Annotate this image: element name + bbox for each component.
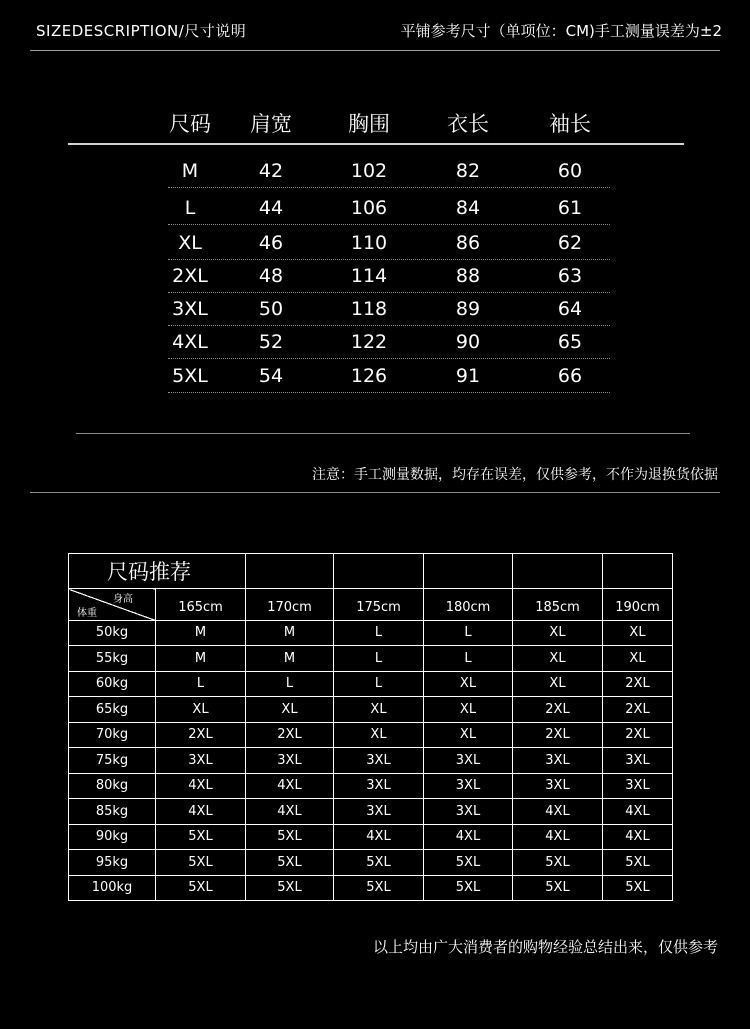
recommended-size-cell: 5XL xyxy=(156,824,246,850)
col-header-shoulder: 肩宽 xyxy=(250,112,292,136)
size-cell-size: 5XL xyxy=(172,365,208,387)
size-cell-shoulder: 46 xyxy=(258,232,284,254)
size-cell-sleeve: 66 xyxy=(557,365,583,387)
recommended-size-cell: 3XL xyxy=(156,748,246,774)
size-cell-size: 3XL xyxy=(172,298,208,320)
size-row xyxy=(0,292,750,326)
height-165: 165cm xyxy=(156,589,246,621)
recommended-size-cell: XL xyxy=(424,671,513,697)
size-table-top-rule xyxy=(68,143,684,145)
size-cell-length: 86 xyxy=(455,232,481,254)
recommended-size-cell: XL xyxy=(334,697,424,723)
size-cell-length: 88 xyxy=(455,265,481,287)
empty-cell xyxy=(424,554,513,589)
size-cell-size: M xyxy=(181,160,199,182)
recommended-size-cell: XL xyxy=(156,697,246,723)
recommend-row xyxy=(69,824,673,850)
size-cell-chest: 126 xyxy=(350,365,388,387)
col-header-size: 尺码 xyxy=(169,112,211,136)
footer-note: 以上均由广大消费者的购物经验总结出来，仅供参考 xyxy=(372,938,718,956)
size-cell-shoulder: 48 xyxy=(258,265,284,287)
recommended-size-cell: XL xyxy=(424,697,513,723)
size-cell-length: 89 xyxy=(455,298,481,320)
recommended-size-cell: 5XL xyxy=(246,875,334,901)
recommended-size-cell: M xyxy=(156,646,246,672)
size-row xyxy=(0,154,750,188)
note-divider xyxy=(30,492,720,493)
recommended-size-cell: L xyxy=(334,646,424,672)
size-row xyxy=(0,191,750,225)
size-cell-shoulder: 54 xyxy=(258,365,284,387)
recommended-size-cell: 5XL xyxy=(424,875,513,901)
size-cell-length: 84 xyxy=(455,197,481,219)
recommended-size-cell: 5XL xyxy=(246,850,334,876)
recommend-row xyxy=(69,671,673,697)
size-cell-sleeve: 62 xyxy=(557,232,583,254)
header-title: SIZEDESCRIPTION/尺寸说明 xyxy=(36,22,247,40)
recommended-size-cell: XL xyxy=(603,646,673,672)
recommended-size-cell: M xyxy=(156,620,246,646)
weight-cell: 100kg xyxy=(69,875,156,901)
recommended-size-cell: 3XL xyxy=(334,799,424,825)
col-header-chest: 胸围 xyxy=(348,112,390,136)
size-recommend-table xyxy=(68,553,673,901)
recommended-size-cell: XL xyxy=(424,722,513,748)
recommend-row xyxy=(69,748,673,774)
recommended-size-cell: 5XL xyxy=(156,875,246,901)
recommended-size-cell: 4XL xyxy=(513,799,603,825)
height-170: 170cm xyxy=(246,589,334,621)
height-180: 180cm xyxy=(424,589,513,621)
recommended-size-cell: 2XL xyxy=(603,722,673,748)
weight-cell: 90kg xyxy=(69,824,156,850)
recommended-size-cell: 2XL xyxy=(513,722,603,748)
size-cell-chest: 118 xyxy=(350,298,388,320)
recommended-size-cell: 2XL xyxy=(156,722,246,748)
row-dotted-divider xyxy=(168,392,610,393)
recommend-row xyxy=(69,799,673,825)
weight-cell: 95kg xyxy=(69,850,156,876)
recommended-size-cell: L xyxy=(334,620,424,646)
recommended-size-cell: L xyxy=(424,620,513,646)
recommended-size-cell: 4XL xyxy=(156,773,246,799)
weight-cell: 70kg xyxy=(69,722,156,748)
recommended-size-cell: 5XL xyxy=(603,850,673,876)
height-175: 175cm xyxy=(334,589,424,621)
size-cell-size: 4XL xyxy=(172,331,208,353)
size-cell-chest: 106 xyxy=(350,197,388,219)
height-185: 185cm xyxy=(513,589,603,621)
recommended-size-cell: 3XL xyxy=(334,748,424,774)
header-divider xyxy=(30,50,720,51)
size-table-header xyxy=(0,108,750,140)
row-dotted-divider xyxy=(168,224,610,225)
recommend-title-row xyxy=(69,554,673,589)
size-row xyxy=(0,259,750,293)
size-row xyxy=(0,359,750,393)
recommend-row xyxy=(69,773,673,799)
size-cell-length: 91 xyxy=(455,365,481,387)
size-cell-chest: 110 xyxy=(350,232,388,254)
recommended-size-cell: 5XL xyxy=(156,850,246,876)
recommended-size-cell: M xyxy=(246,646,334,672)
recommended-size-cell: XL xyxy=(513,671,603,697)
size-cell-shoulder: 50 xyxy=(258,298,284,320)
recommended-size-cell: 3XL xyxy=(424,748,513,774)
size-cell-size: L xyxy=(184,197,196,219)
recommended-size-cell: L xyxy=(334,671,424,697)
weight-cell: 60kg xyxy=(69,671,156,697)
recommended-size-cell: 3XL xyxy=(334,773,424,799)
recommended-size-cell: 3XL xyxy=(424,799,513,825)
recommended-size-cell: XL xyxy=(513,646,603,672)
col-header-length: 衣长 xyxy=(447,112,489,136)
recommended-size-cell: 5XL xyxy=(246,824,334,850)
header-measure-note: 平铺参考尺寸（单项位：CM)手工测量误差为±2 xyxy=(400,22,722,40)
recommended-size-cell: 4XL xyxy=(156,799,246,825)
recommended-size-cell: 5XL xyxy=(334,875,424,901)
row-dotted-divider xyxy=(168,187,610,188)
size-cell-sleeve: 65 xyxy=(557,331,583,353)
size-cell-sleeve: 63 xyxy=(557,265,583,287)
recommended-size-cell: 4XL xyxy=(246,773,334,799)
weight-cell: 65kg xyxy=(69,697,156,723)
size-row xyxy=(0,226,750,260)
measurement-disclaimer: 注意：手工测量数据，均存在误差，仅供参考，不作为退换货依据 xyxy=(312,467,718,483)
col-header-sleeve: 袖长 xyxy=(549,112,591,136)
empty-cell xyxy=(334,554,424,589)
size-cell-length: 82 xyxy=(455,160,481,182)
recommend-row xyxy=(69,850,673,876)
recommended-size-cell: 4XL xyxy=(603,799,673,825)
size-cell-chest: 122 xyxy=(350,331,388,353)
size-cell-shoulder: 52 xyxy=(258,331,284,353)
size-cell-sleeve: 64 xyxy=(557,298,583,320)
recommended-size-cell: 3XL xyxy=(513,748,603,774)
recommended-size-cell: L xyxy=(246,671,334,697)
weight-cell: 85kg xyxy=(69,799,156,825)
recommended-size-cell: 2XL xyxy=(603,697,673,723)
recommended-size-cell: 4XL xyxy=(334,824,424,850)
empty-cell xyxy=(513,554,603,589)
size-cell-size: XL xyxy=(178,232,202,254)
recommended-size-cell: L xyxy=(156,671,246,697)
recommended-size-cell: 2XL xyxy=(246,722,334,748)
size-cell-shoulder: 44 xyxy=(258,197,284,219)
weight-axis-label: 体重 xyxy=(77,607,97,619)
recommended-size-cell: XL xyxy=(513,620,603,646)
size-cell-sleeve: 61 xyxy=(557,197,583,219)
recommended-size-cell: 2XL xyxy=(603,671,673,697)
weight-cell: 80kg xyxy=(69,773,156,799)
recommend-row xyxy=(69,722,673,748)
size-cell-length: 90 xyxy=(455,331,481,353)
recommended-size-cell: 5XL xyxy=(424,850,513,876)
weight-cell: 55kg xyxy=(69,646,156,672)
size-table-bottom-rule xyxy=(76,433,690,434)
height-190: 190cm xyxy=(603,589,673,621)
recommended-size-cell: 4XL xyxy=(603,824,673,850)
recommend-row xyxy=(69,620,673,646)
recommended-size-cell: L xyxy=(424,646,513,672)
recommended-size-cell: 5XL xyxy=(513,875,603,901)
height-axis-label: 身高 xyxy=(113,594,133,605)
size-cell-size: 2XL xyxy=(172,265,208,287)
recommend-row xyxy=(69,646,673,672)
empty-cell xyxy=(603,554,673,589)
empty-cell xyxy=(246,554,334,589)
recommended-size-cell: 3XL xyxy=(424,773,513,799)
size-cell-sleeve: 60 xyxy=(557,160,583,182)
recommended-size-cell: XL xyxy=(603,620,673,646)
recommended-size-cell: 3XL xyxy=(513,773,603,799)
recommend-row xyxy=(69,875,673,901)
recommended-size-cell: 3XL xyxy=(603,748,673,774)
weight-cell: 50kg xyxy=(69,620,156,646)
recommended-size-cell: 5XL xyxy=(603,875,673,901)
size-row xyxy=(0,325,750,359)
recommended-size-cell: 5XL xyxy=(513,850,603,876)
recommended-size-cell: 4XL xyxy=(246,799,334,825)
recommended-size-cell: M xyxy=(246,620,334,646)
recommend-row xyxy=(69,697,673,723)
recommended-size-cell: 4XL xyxy=(513,824,603,850)
weight-cell: 75kg xyxy=(69,748,156,774)
height-header-row xyxy=(69,589,673,621)
size-cell-shoulder: 42 xyxy=(258,160,284,182)
recommended-size-cell: 3XL xyxy=(246,748,334,774)
size-cell-chest: 102 xyxy=(350,160,388,182)
recommended-size-cell: 2XL xyxy=(513,697,603,723)
recommended-size-cell: 5XL xyxy=(334,850,424,876)
recommended-size-cell: 3XL xyxy=(603,773,673,799)
diagonal-header-cell xyxy=(69,589,156,621)
recommended-size-cell: XL xyxy=(246,697,334,723)
size-cell-chest: 114 xyxy=(350,265,388,287)
recommended-size-cell: XL xyxy=(334,722,424,748)
recommend-title: 尺码推荐 xyxy=(69,554,246,589)
recommended-size-cell: 4XL xyxy=(424,824,513,850)
